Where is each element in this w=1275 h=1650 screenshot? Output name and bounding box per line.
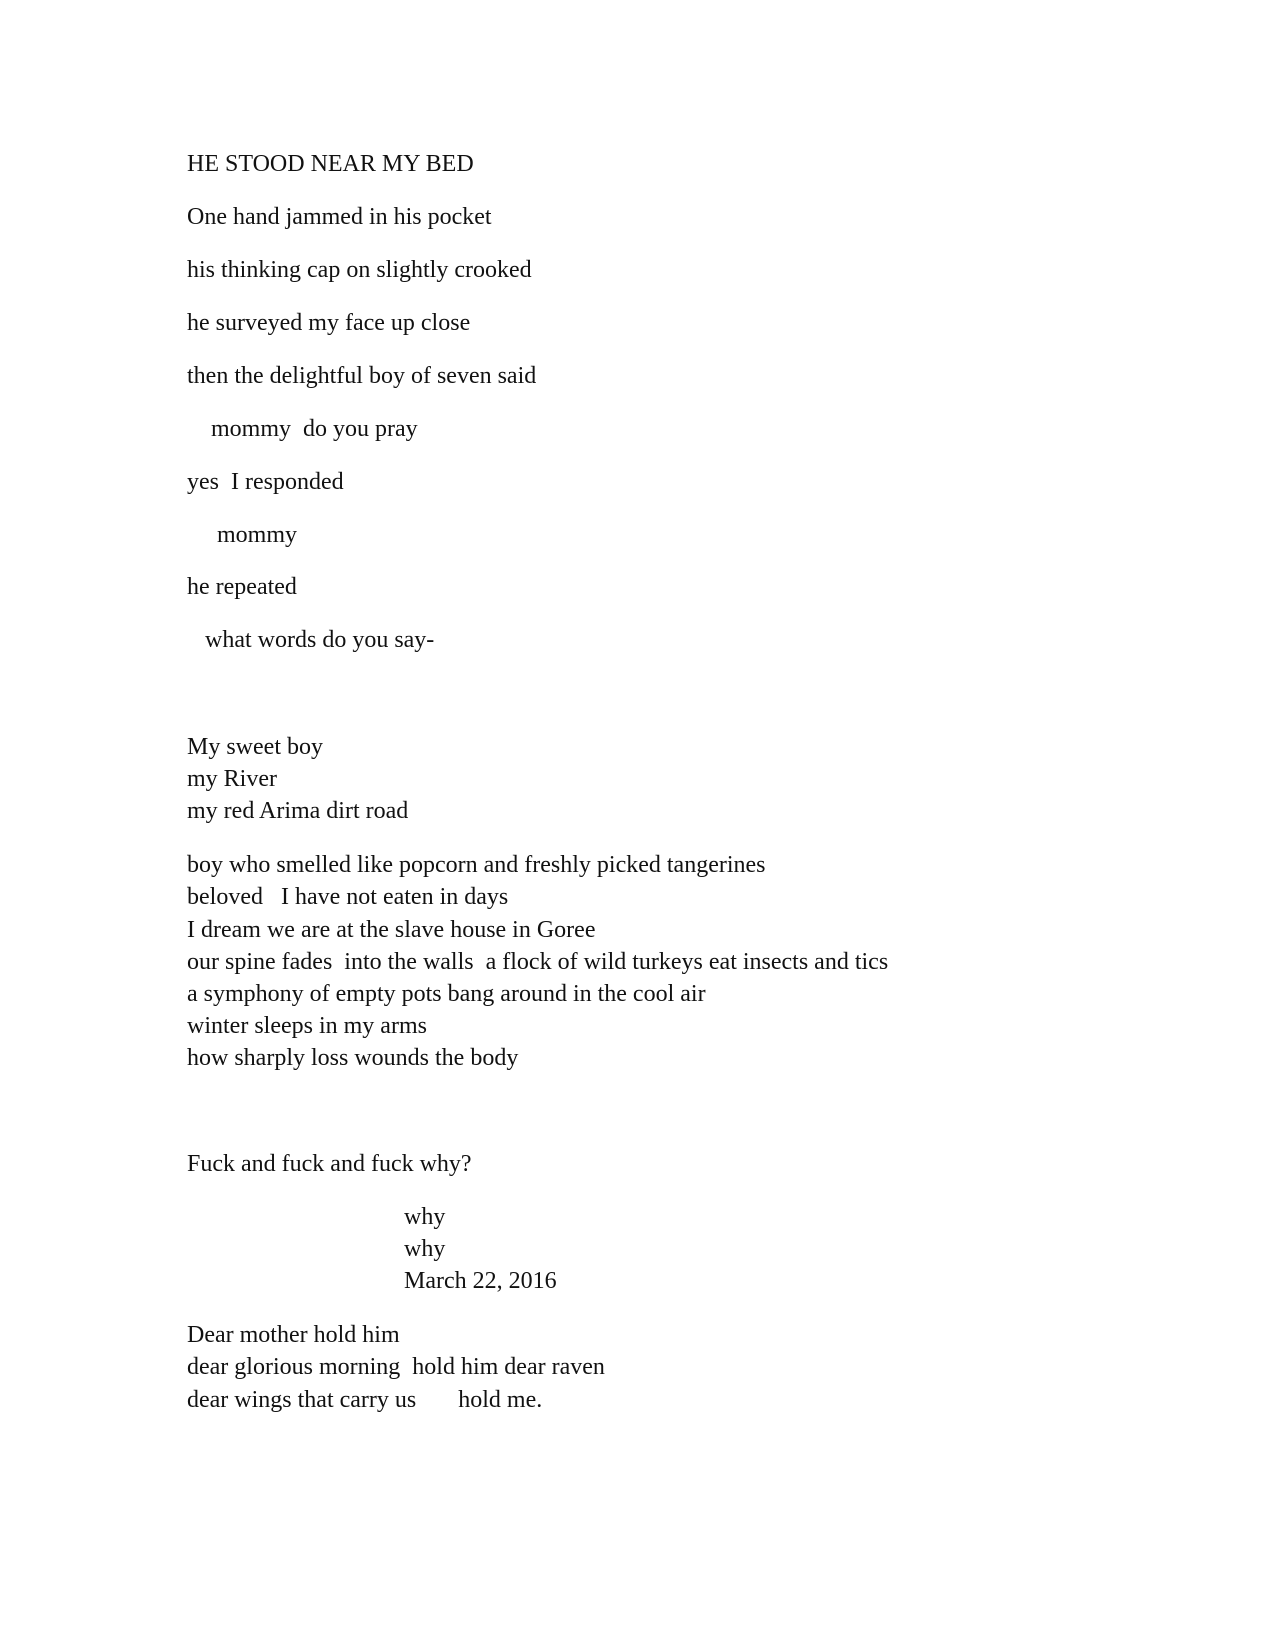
poem-line: he surveyed my face up close — [187, 310, 471, 336]
poem-line: Dear mother hold him — [187, 1322, 400, 1348]
poem-line: beloved I have not eaten in days — [187, 884, 509, 910]
poem-line: my red Arima dirt road — [187, 798, 409, 824]
poem-line: how sharply loss wounds the body — [187, 1045, 519, 1071]
poem-line: our spine fades into the walls a flock of wild turkeys eat insects and tics — [187, 949, 889, 975]
poem-line: yes I responded — [187, 469, 344, 495]
poem-line: Fuck and fuck and fuck why? — [187, 1151, 472, 1177]
poem-line: dear glorious morning hold him dear raven — [187, 1354, 605, 1380]
poem-line: his thinking cap on slightly crooked — [187, 257, 532, 283]
poem-line: why — [404, 1236, 446, 1262]
poem-line: mommy do you pray — [211, 416, 418, 442]
poem-line: winter sleeps in my arms — [187, 1013, 427, 1039]
poem-line: mommy — [217, 522, 298, 548]
poem-date: March 22, 2016 — [404, 1268, 557, 1294]
poem-line: he repeated — [187, 574, 297, 600]
poem-line: I dream we are at the slave house in Goree — [187, 917, 596, 943]
poem-line: One hand jammed in his pocket — [187, 204, 492, 230]
poem-line: what words do you say- — [205, 627, 435, 653]
poem-line: why — [404, 1204, 446, 1230]
poem-line: My sweet boy — [187, 734, 323, 760]
poem-title: HE STOOD NEAR MY BED — [187, 151, 474, 177]
poem-line: my River — [187, 766, 277, 792]
poem-line: a symphony of empty pots bang around in the cool air — [187, 981, 706, 1007]
poem-line: dear wings that carry us hold me. — [187, 1387, 543, 1413]
poem-line: boy who smelled like popcorn and freshly picked tangerines — [187, 852, 766, 878]
poem-line: then the delightful boy of seven said — [187, 363, 537, 389]
